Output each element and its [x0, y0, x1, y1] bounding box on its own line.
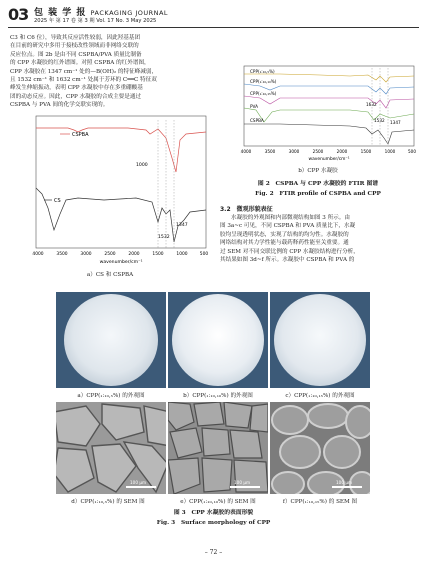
x-tick-label: 500 — [199, 252, 209, 257]
peak-label-1532: 1532 — [158, 235, 170, 240]
x-tick-labels — [32, 251, 208, 257]
x-tick-label: 2000 — [128, 252, 140, 257]
sem-caption-f: f）CPP(₁:₁₀,₁₅%) 的 SEM 图 — [282, 499, 358, 505]
photo-panel-b — [168, 292, 268, 388]
x-tick-label: 4000 — [32, 252, 44, 257]
legend-label-cspba: CSPBA — [72, 132, 89, 138]
peak-label-1532: 1532 — [374, 118, 385, 123]
x-tick-label: 1500 — [360, 149, 372, 154]
sem-texture — [168, 402, 268, 494]
legend-label: CSPBA — [250, 118, 264, 123]
photo-panel-a — [56, 292, 166, 388]
text-line: 的 CPP 水凝胶的红外谱图。对照 CSPBA 的红外谱图， — [10, 60, 150, 67]
sem-image-f — [270, 402, 370, 494]
x-tick-label: 2500 — [312, 149, 324, 154]
journal-title-en: PACKAGING JOURNAL — [90, 9, 169, 17]
text-line: 且 1532 cm⁻¹ 和 1632 cm⁻¹ 处属于芳环的 C══C 特征双 — [10, 77, 157, 84]
cspba-spectrum-b — [244, 124, 414, 144]
text-line: 图 3a~c 可见，不同 CSPBA 和 PVA 质量比下，水凝 — [220, 223, 356, 230]
peak-label-1632: 1632 — [366, 102, 377, 107]
photo-caption-a: a）CPP(₁:₁₀,₅%) 的外观图 — [77, 393, 145, 399]
cpp15-spectrum — [244, 96, 414, 108]
hydrogel-photo-b — [172, 294, 264, 386]
sem-texture — [270, 402, 370, 494]
peak-label-1347: 1347 — [176, 223, 188, 228]
x-tick-label: 2000 — [336, 149, 348, 154]
hydrogel-photo-a — [64, 294, 158, 386]
fig2-caption-cn: 图 2 CSPBA 与 CPP 水凝胶的 FTIR 图谱 — [257, 181, 379, 187]
legend — [250, 69, 277, 123]
x-tick-label: 3000 — [288, 149, 300, 154]
sem-caption-d: d）CPP(₁:₁₀,₅%) 的 SEM 图 — [71, 499, 145, 505]
header-rule — [8, 27, 419, 28]
legend-label: CPP(₁:₁₀,₁₅%) — [250, 91, 277, 96]
text-line: C3 和 C6 位），导致其反应活性较弱，因此羟基基团 — [10, 35, 141, 41]
journal-logo: 03 — [8, 5, 29, 24]
scale-bar-label: 100 μm — [336, 480, 353, 485]
fig3-caption-cn: 图 3 CPP 水凝胶的表面形貌 — [173, 510, 254, 516]
sem-image-d — [56, 402, 166, 494]
text-line: CSPBA 与 PVA 间的化学交联实现的。 — [10, 102, 109, 109]
x-tick-label: 3000 — [80, 252, 92, 257]
section-paragraph — [220, 214, 419, 264]
x-tick-label: 1000 — [384, 149, 396, 154]
legend-label: PVA — [250, 104, 258, 109]
page-number: – 72 – — [204, 549, 223, 556]
fig2-caption-en: Fig. 2 FTIR profile of CSPBA and CPP — [255, 191, 381, 197]
fig3-caption-en: Fig. 3 Surface morphology of CPP — [156, 520, 271, 526]
photo-caption-c: c）CPP(₁:₁₀,₁₅%) 的外观图 — [285, 393, 355, 399]
text-line: 胶均呈现透明状态，实现了结构的均匀性。水凝胶的 — [220, 231, 349, 238]
x-axis-label: wavenumber/cm⁻¹ — [99, 260, 143, 265]
x-tick-label: 2500 — [104, 252, 116, 257]
text-line: CPP 水凝胶在 1347 cm⁻¹ 处的—B(OH)₂ 的特征峰减弱， — [10, 68, 158, 75]
hydrogel-photo-c — [274, 294, 366, 386]
sem-caption-e: e）CPP(₁:₁₀,₁₀%) 的 SEM 图 — [180, 499, 256, 505]
x-tick-label: 500 — [408, 149, 416, 154]
text-line: 其结果如图 3d~f 所示。水凝胶中 CSPBA 和 PVA 的 — [220, 257, 355, 264]
sem-texture — [56, 402, 166, 494]
plot-frame — [36, 116, 206, 248]
x-axis-label: wavenumber/cm⁻¹ — [308, 157, 350, 162]
sem-image-e — [168, 402, 268, 494]
cs-spectrum — [36, 188, 206, 242]
x-tick-label: 1000 — [176, 252, 188, 257]
legend-label: CPP(₁:₁₀,₅%) — [250, 69, 275, 74]
legend-label-cs: CS — [54, 198, 61, 204]
left-paragraph — [10, 34, 210, 110]
journal-title-cn: 包 装 学 报 — [34, 8, 87, 18]
peak-label-1347: 1347 — [390, 120, 401, 125]
text-line: 峰发生伸缩振动，表明 CPP 水凝胶中存在多重硼酸基 — [10, 85, 143, 92]
text-line: 水凝胶的外观图和内部微观结构如图 3 所示。由 — [231, 215, 350, 221]
text-line: 过 SEM 对不同交联比例的 CPP 水凝胶结构进行分析， — [220, 248, 359, 255]
photo-caption-b: b）CPP(₁:₁₀,₁₀%) 的外观图 — [183, 393, 253, 399]
text-line: 在目前的研究中多用于接枝改性领域而非网络交联的 — [10, 43, 139, 50]
text-line: 反应位点。图 2b 是由不同 CSPBA/PVA 质量比制备 — [10, 51, 142, 58]
x-tick-label: 4000 — [240, 149, 252, 154]
x-tick-label: 3500 — [264, 149, 276, 154]
section-title: 3.2 微观形貌表征 — [220, 206, 273, 213]
ftir-chart-a — [8, 110, 212, 270]
peak-label-1000: 1000 — [136, 163, 148, 168]
cspba-spectrum — [36, 128, 206, 172]
x-tick-label: 1500 — [152, 252, 164, 257]
subcaption-b: b）CPP 水凝胶 — [298, 168, 338, 174]
plot-frame — [244, 66, 414, 146]
legend-label: CPP(₁:₁₀,₁₀%) — [250, 79, 277, 84]
text-line: 团的动态反应。因此，CPP 水凝胶的合成主要是通过 — [10, 93, 142, 100]
text-line: 网络结构对其力学性能与载药释药性能至关重要。通 — [220, 240, 349, 247]
photo-panel-c — [270, 292, 370, 388]
pva-spectrum — [244, 108, 414, 122]
scale-bar-label: 100 μm — [234, 480, 251, 485]
x-tick-labels — [241, 149, 417, 154]
ftir-chart-b — [220, 62, 420, 162]
subcaption-a: a）CS 和 CSPBA — [86, 272, 134, 278]
issue-info: 2025 年 第 17 卷 第 3 期 Vol. 17 No. 3 May 2025 — [34, 18, 157, 24]
x-tick-label: 3500 — [56, 252, 68, 257]
scale-bar-label: 100 μm — [130, 480, 147, 485]
